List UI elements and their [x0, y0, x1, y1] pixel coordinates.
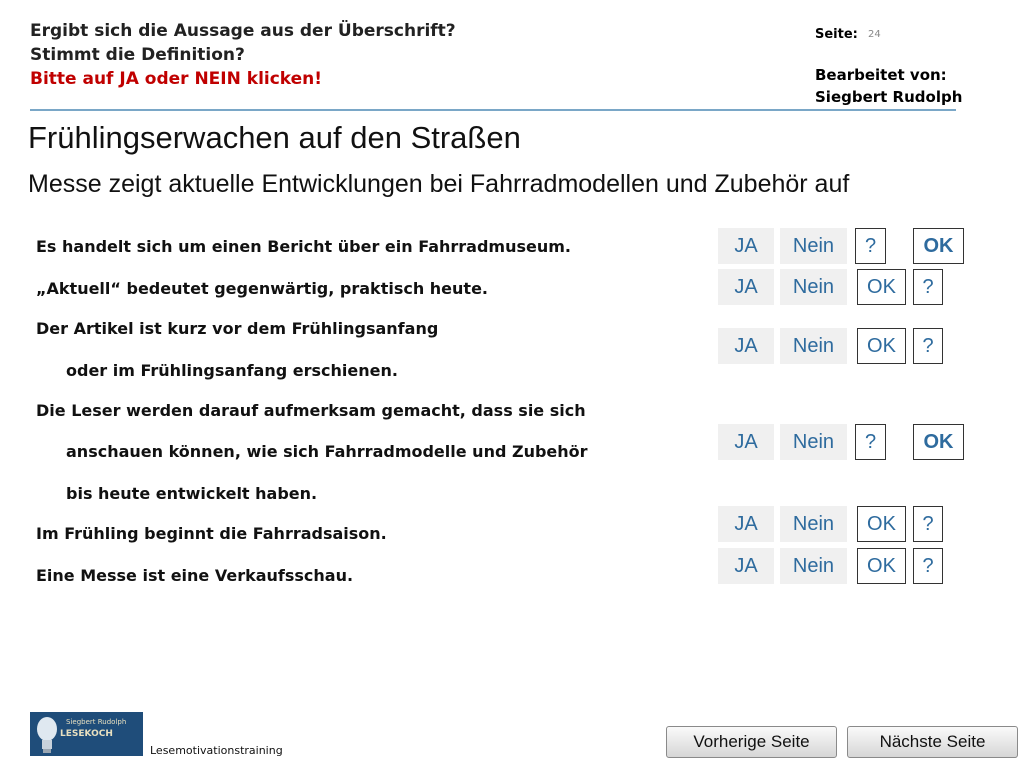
logo-author: Siegbert Rudolph — [66, 718, 127, 726]
instruction-line-1: Ergibt sich die Aussage aus der Überschrift? — [30, 21, 456, 41]
statement-6: Eine Messe ist eine Verkaufsschau. — [36, 566, 354, 585]
question-button[interactable]: ? — [913, 548, 943, 584]
question-button[interactable]: ? — [913, 506, 943, 542]
logo-brand: LESEKOCH — [60, 729, 113, 739]
answer-row-3 — [0, 328, 1024, 364]
nein-button[interactable]: Nein — [780, 548, 847, 584]
ok-button[interactable]: OK — [913, 228, 964, 264]
question-button[interactable]: ? — [913, 328, 943, 364]
answer-row-1 — [0, 228, 1024, 264]
ja-button[interactable]: JA — [718, 328, 774, 364]
nein-button[interactable]: Nein — [780, 506, 847, 542]
answer-row-6 — [0, 548, 1024, 584]
question-button[interactable]: ? — [855, 228, 886, 264]
page-label: Seite: — [815, 27, 858, 42]
ja-button[interactable]: JA — [718, 506, 774, 542]
answer-row-5 — [0, 506, 1024, 542]
header-divider — [30, 109, 956, 111]
ok-button[interactable]: OK — [857, 506, 906, 542]
ok-button[interactable]: OK — [857, 269, 906, 305]
ja-button[interactable]: JA — [718, 424, 774, 460]
statement-2: „Aktuell“ bedeutet gegenwärtig, praktisch heute. — [36, 279, 488, 298]
page-number: 24 — [868, 29, 881, 40]
statement-4b: anschauen können, wie sich Fahrradmodelle und Zubehör — [66, 442, 588, 461]
lesekoch-logo — [30, 712, 143, 756]
instruction-line-2: Stimmt die Definition? — [30, 45, 245, 65]
page-title: Frühlingserwachen auf den Straßen — [28, 120, 521, 155]
instruction-line-3: Bitte auf JA oder NEIN klicken! — [30, 69, 323, 89]
previous-page-button[interactable]: Vorherige Seite — [666, 726, 837, 758]
nein-button[interactable]: Nein — [780, 269, 847, 305]
nein-button[interactable]: Nein — [780, 424, 847, 460]
statement-1: Es handelt sich um einen Bericht über ein Fahrradmuseum. — [36, 237, 571, 256]
statement-4a: Die Leser werden darauf aufmerksam gemacht, dass sie sich — [36, 401, 586, 420]
statement-3b: oder im Frühlingsanfang erschienen. — [66, 361, 398, 380]
ja-button[interactable]: JA — [718, 548, 774, 584]
author-name: Siegbert Rudolph — [815, 88, 963, 106]
ok-button[interactable]: OK — [857, 328, 906, 364]
ok-button[interactable]: OK — [857, 548, 906, 584]
next-page-button[interactable]: Nächste Seite — [847, 726, 1018, 758]
question-button[interactable]: ? — [855, 424, 886, 460]
program-name: Lesemotivationstraining — [150, 744, 283, 757]
statement-4c: bis heute entwickelt haben. — [66, 484, 318, 503]
statement-3a: Der Artikel ist kurz vor dem Frühlingsanfang — [36, 319, 439, 338]
instructions — [30, 19, 456, 91]
answer-row-4 — [0, 424, 1024, 460]
ja-button[interactable]: JA — [718, 228, 774, 264]
nein-button[interactable]: Nein — [780, 228, 847, 264]
ja-button[interactable]: JA — [718, 269, 774, 305]
lightbulb-icon — [32, 712, 62, 756]
statement-5: Im Frühling beginnt die Fahrradsaison. — [36, 524, 387, 543]
nein-button[interactable]: Nein — [780, 328, 847, 364]
page-subtitle: Messe zeigt aktuelle Entwicklungen bei Fahrradmodellen und Zubehör auf — [28, 170, 850, 198]
author-block — [815, 64, 962, 108]
question-button[interactable]: ? — [913, 269, 943, 305]
ok-button[interactable]: OK — [913, 424, 964, 460]
answer-row-2 — [0, 269, 1024, 305]
edited-by-label: Bearbeitet von: — [815, 66, 947, 84]
